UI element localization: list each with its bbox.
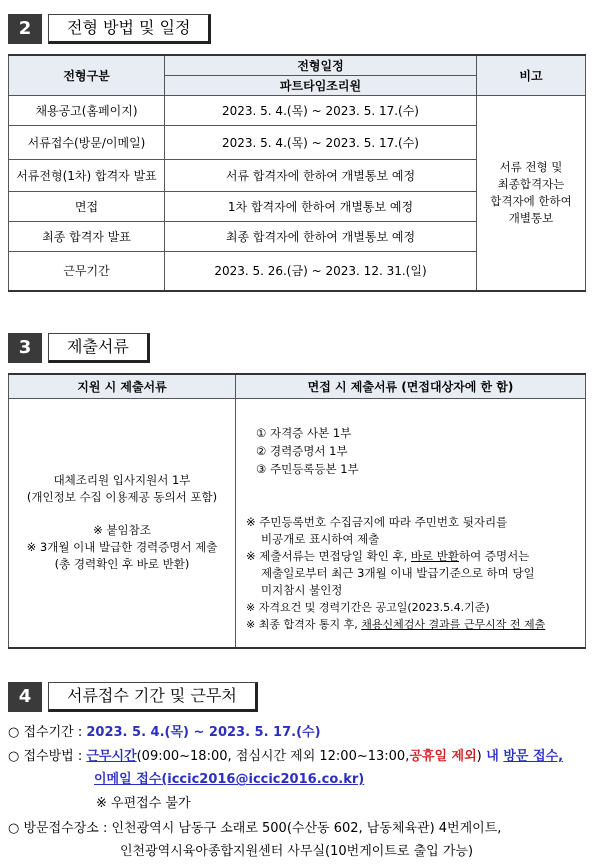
apply-documents-cell [9, 398, 236, 648]
note-line: 서류 전형 및 [499, 159, 563, 174]
note-cell [477, 95, 586, 291]
note-line: ※ 주민등록번호 수집금지에 따라 주민번호 뒷자리를 [246, 514, 508, 529]
section-title: 서류접수 기간 및 근무처 [48, 682, 258, 712]
col-header-stage: 전형구분 [9, 55, 165, 95]
schedule-cell: 서류 합격자에 한하여 개별통보 예정 [165, 159, 477, 191]
doc-line: (총 경력확인 후 바로 반환) [54, 557, 190, 572]
note-line: 최종합격자는 [497, 176, 565, 191]
email-link[interactable]: (iccic2016@iccic2016.co.kr) [161, 772, 365, 787]
note-line: ※ 제출서류는 면접당일 확인 후, 바로 반환하여 증명서는 [246, 548, 530, 563]
note-line: 개별통보 [508, 210, 554, 225]
list-item: ② 경력증명서 1부 [256, 443, 348, 458]
method-label: ○ 접수방법 : [8, 749, 83, 764]
schedule-cell: 최종 합격자에 한하여 개별통보 예정 [165, 221, 477, 251]
schedule-cell: 2023. 5. 4.(목) ~ 2023. 5. 17.(수) [165, 95, 477, 125]
mail-note: ※ 우편접수 불가 [96, 796, 191, 811]
place-line-2: 인천광역시육아종합지원센터 사무실(10번게이트로 출입 가능) [120, 844, 474, 859]
documents-table [8, 373, 586, 649]
period-line [8, 721, 321, 740]
col-header-schedule: 전형일정 [165, 55, 477, 75]
section-title: 전형 방법 및 일정 [48, 14, 211, 44]
note-line: ※ 최종 합격자 통지 후, 채용신체검사 결과를 근무시작 전 제출 [246, 617, 546, 631]
col-header-parttime: 파트타임조리원 [165, 75, 477, 95]
stage-cell: 서류접수(방문/이메일) [9, 125, 165, 159]
stage-cell: 면접 [9, 191, 165, 221]
interview-documents-cell [236, 398, 586, 648]
period-value: 2023. 5. 4.(목) ~ 2023. 5. 17.(수) [86, 725, 321, 740]
list-item: ① 자격증 사본 1부 [256, 425, 352, 440]
note-line: 미지참시 불인정 [261, 582, 343, 597]
stage-cell: 최종 합격자 발표 [9, 221, 165, 251]
section-number: 4 [8, 682, 42, 712]
section-number: 3 [8, 333, 42, 363]
period-label: ○ 접수기간 : [8, 725, 83, 740]
note-line: ※ 자격요건 및 경력기간은 공고일(2023.5.4.기준) [246, 600, 490, 614]
method-line: ○ 접수방법 : 근무시간(09:00~18:00, 점심시간 제외 12:00~13:00,공휴일 제외) 내 방문 접수, [8, 749, 564, 764]
section-number: 2 [8, 14, 42, 44]
note-line: 제출일로부터 최근 3개월 이내 발급기준으로 하며 당일 [261, 565, 535, 580]
note-line: 비공개로 표시하여 제출 [261, 531, 380, 546]
doc-line: ※ 3개월 이내 발급한 경력증명서 제출 [26, 540, 218, 555]
col-header-note: 비고 [477, 55, 586, 95]
stage-cell: 근무기간 [9, 251, 165, 291]
schedule-table [8, 54, 586, 292]
place-label: ○ 방문접수장소 : [8, 821, 108, 836]
col-header-apply: 지원 시 제출서류 [9, 374, 236, 398]
stage-cell: 서류전형(1차) 합격자 발표 [9, 159, 165, 191]
schedule-cell: 2023. 5. 4.(목) ~ 2023. 5. 17.(수) [165, 125, 477, 159]
place-line [8, 817, 501, 836]
email-line: 이메일 접수(iccic2016@iccic2016.co.kr) [94, 772, 365, 787]
stage-cell: 채용공고(홈페이지) [9, 95, 165, 125]
section-title: 제출서류 [48, 333, 150, 363]
schedule-cell: 1차 합격자에 한하여 개별통보 예정 [165, 191, 477, 221]
place-address: 인천광역시 남동구 소래로 500(수산동 602, 남동체육관) 4번게이트, [111, 821, 502, 836]
table-row [9, 95, 586, 125]
doc-line: 대체조리원 입사지원서 1부 [53, 473, 191, 488]
doc-line: ※ 붙임참조 [93, 523, 151, 538]
col-header-interview: 면접 시 제출서류 (면접대상자에 한 함) [236, 374, 586, 398]
doc-line: (개인정보 수집 이용제공 동의서 포함) [26, 490, 218, 505]
list-item: ③ 주민등록등본 1부 [256, 461, 359, 476]
note-line: 합격자에 한하여 [490, 193, 572, 208]
schedule-cell: 2023. 5. 26.(금) ~ 2023. 12. 31.(일) [165, 251, 477, 291]
